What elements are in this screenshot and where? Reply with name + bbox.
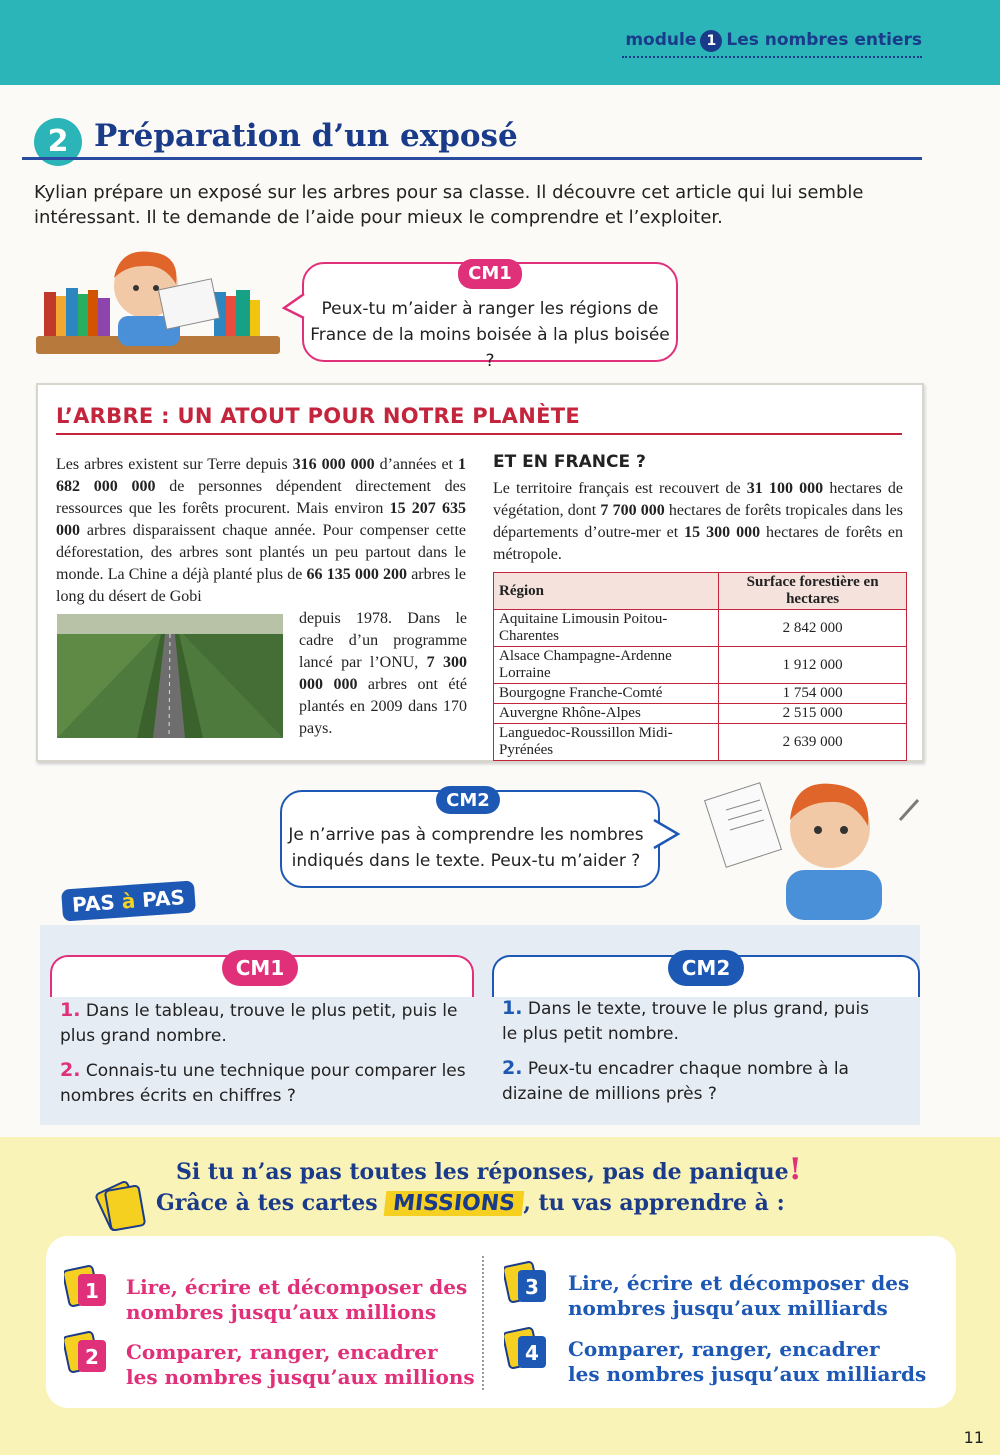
number-7300000000: 7 300 000 000 — [299, 654, 467, 693]
mission-text-1 — [126, 1275, 467, 1325]
question-number: 1. — [60, 999, 81, 1021]
encouragement-text: Si tu n’as pas toutes les réponses, pas de panique — [176, 1159, 789, 1185]
number-1682000000: 1 682 000 000 — [56, 456, 467, 495]
table-header-region: Région — [494, 573, 719, 610]
question-number: 2. — [60, 1059, 81, 1081]
number-31100000: 31 100 000 — [746, 480, 824, 497]
table-cell-surface: 2 515 000 — [719, 704, 907, 724]
section-title: Préparation d’un exposé — [94, 118, 518, 154]
question-number: 2. — [502, 1057, 523, 1079]
pas-a-pas-word-a: à — [120, 888, 137, 914]
france-text — [493, 478, 903, 566]
pas-a-pas-word-1: PAS — [71, 889, 116, 917]
section-number-badge: 2 — [34, 118, 82, 166]
text-run: Le territoire français est recouvert de — [493, 480, 747, 497]
exclamation-mark: ! — [788, 1152, 802, 1187]
text-run: d’années et — [374, 456, 459, 473]
article-title-rule — [56, 433, 902, 435]
mission-card-2-icon — [64, 1330, 108, 1374]
pas-a-pas-label — [61, 880, 196, 921]
bubble-cm2-tail — [652, 818, 682, 852]
forest-surface-table — [493, 572, 907, 761]
mission-number: 1 — [85, 1279, 99, 1303]
mission-line: les nombres jusqu’aux milliards — [568, 1362, 927, 1386]
text-run: hectares de forêts tropicales dans les départements d’outre-mer et — [493, 502, 904, 541]
module-label — [625, 30, 922, 52]
number-7700000: 7 700 000 — [600, 502, 665, 519]
mission-text-4 — [568, 1337, 926, 1387]
article-left-text-continued — [299, 608, 467, 740]
mission-text-3 — [568, 1271, 909, 1321]
number-316000000: 316 000 000 — [292, 456, 375, 473]
module-underline — [622, 56, 922, 58]
cm2-tag: CM2 — [436, 786, 500, 814]
encouragement-line-1 — [176, 1152, 802, 1187]
number-15300000: 15 300 000 — [684, 524, 761, 541]
cm1-question-1 — [60, 998, 460, 1049]
mission-card-1-icon — [64, 1264, 108, 1308]
table-row — [494, 610, 907, 647]
mission-card-4-icon — [504, 1326, 548, 1370]
text-run: hectares de forêts en métropole. — [493, 524, 904, 563]
mission-line: nombres jusqu’aux millions — [126, 1300, 437, 1324]
mission-text-2 — [126, 1340, 475, 1390]
bubble-cm2-text: Je n’arrive pas à comprendre les nombres indiqués dans le texte. Peux-tu m’aider ? — [288, 825, 644, 871]
mission-card-2 — [64, 1330, 108, 1378]
boy-with-paper-illustration — [690, 770, 940, 920]
table-cell-region: Aquitaine Limousin Poitou-Charentes — [494, 610, 719, 647]
mission-number: 4 — [525, 1341, 539, 1365]
missions-divider — [482, 1256, 484, 1390]
article-title: L’ARBRE : UN ATOUT POUR NOTRE PLANÈTE — [56, 404, 580, 428]
mission-card-3-icon — [504, 1260, 548, 1304]
text-run: hectares de végétation, dont — [493, 480, 903, 519]
section-title-rule — [22, 157, 922, 160]
page-number: 11 — [963, 1428, 984, 1447]
table-header-surface: Surface forestière en hectares — [719, 573, 907, 610]
mission-card-3 — [504, 1260, 548, 1308]
mission-line: les nombres jusqu’aux millions — [126, 1365, 475, 1389]
module-title: Les nombres entiers — [726, 30, 922, 50]
question-number: 1. — [502, 997, 523, 1019]
mission-line: nombres jusqu’aux milliards — [568, 1296, 888, 1320]
text-run: depuis 1978. Dans le cadre d’un programme lancé par l’ONU, — [299, 610, 467, 671]
table-cell-surface: 1 754 000 — [719, 684, 907, 704]
bubble-cm1-tail — [282, 292, 306, 322]
cm2-question-1 — [502, 996, 882, 1047]
mission-number: 2 — [85, 1345, 99, 1369]
mission-line: Lire, écrire et décomposer des — [568, 1271, 910, 1295]
question-text: Dans le texte, trouve le plus grand, puis le plus petit nombre. — [502, 999, 870, 1044]
cm2-question-2 — [502, 1056, 862, 1107]
question-text: Peux-tu encadrer chaque nombre à la dizaine de millions près ? — [502, 1059, 849, 1104]
encouragement-text: Grâce à tes cartes — [156, 1190, 378, 1216]
france-heading: ET EN FRANCE ? — [493, 452, 646, 472]
encouragement-line-2 — [156, 1190, 785, 1216]
number-15207635000: 15 207 635 000 — [56, 500, 467, 539]
cm2-questions-tag: CM2 — [668, 950, 744, 986]
bubble-cm1-text: Peux-tu m’aider à ranger les régions de France de la moins boisée à la plus boisée ? — [310, 299, 670, 371]
text-run: arbres ont été plantés en 2009 dans 170 pays. — [299, 676, 467, 737]
cm1-question-2 — [60, 1058, 480, 1109]
mission-card-4 — [504, 1326, 548, 1374]
table-header-row — [494, 573, 907, 610]
text-run: Les arbres existent sur Terre depuis — [56, 456, 293, 473]
intro-paragraph: Kylian prépare un exposé sur les arbres pour sa classe. Il découvre cet article qui lui semble intéressant. Il te demande de l’aide pour mieux le comprendre et l’exploiter. — [34, 182, 864, 228]
number-66135000200: 66 135 000 200 — [306, 566, 408, 583]
table-cell-surface: 2 842 000 — [719, 610, 907, 647]
mission-line: Comparer, ranger, encadrer — [568, 1337, 880, 1361]
mission-line: Comparer, ranger, encadrer — [126, 1340, 438, 1364]
text-run: de personnes dépendent directement des ressources que les forêts procurent. Mais environ — [56, 478, 467, 517]
table-cell-region: Bourgogne Franche-Comté — [494, 684, 719, 704]
encouragement-text: , tu vas apprendre à : — [523, 1190, 785, 1216]
mission-number: 3 — [525, 1275, 539, 1299]
table-cell-region: Auvergne Rhône-Alpes — [494, 704, 719, 724]
boy-reading-illustration — [34, 244, 284, 362]
missions-badge: MISSIONS — [384, 1191, 525, 1216]
table-row — [494, 684, 907, 704]
cards-icon — [88, 1176, 150, 1234]
table-cell-surface: 2 639 000 — [719, 724, 907, 761]
module-word: module — [625, 30, 697, 50]
module-number-badge: 1 — [700, 30, 722, 52]
mission-line: Lire, écrire et décomposer des — [126, 1275, 468, 1299]
table-cell-region: Languedoc-Roussillon Midi-Pyrénées — [494, 724, 719, 761]
table-row — [494, 647, 907, 684]
table-row — [494, 704, 907, 724]
article-left-text — [56, 454, 466, 608]
forest-road-photo — [57, 614, 283, 738]
table-row — [494, 724, 907, 761]
table-cell-region: Alsace Champagne-Ardenne Lorraine — [494, 647, 719, 684]
cm1-questions-tag: CM1 — [222, 950, 298, 986]
text-run: arbres le long du désert de Gobi — [56, 566, 466, 605]
cm1-tag: CM1 — [458, 259, 522, 289]
pas-a-pas-word-2: PAS — [141, 885, 186, 913]
mission-card-1 — [64, 1264, 108, 1312]
question-text: Dans le tableau, trouve le plus petit, puis le plus grand nombre. — [60, 1001, 458, 1046]
question-text: Connais-tu une technique pour comparer les nombres écrits en chiffres ? — [60, 1061, 466, 1106]
table-cell-surface: 1 912 000 — [719, 647, 907, 684]
text-run: arbres disparaissent chaque année. Pour compenser cette déforestation, des arbres sont plantés un peu partout dans le monde. La Chine a déjà planté plus de — [56, 522, 466, 583]
